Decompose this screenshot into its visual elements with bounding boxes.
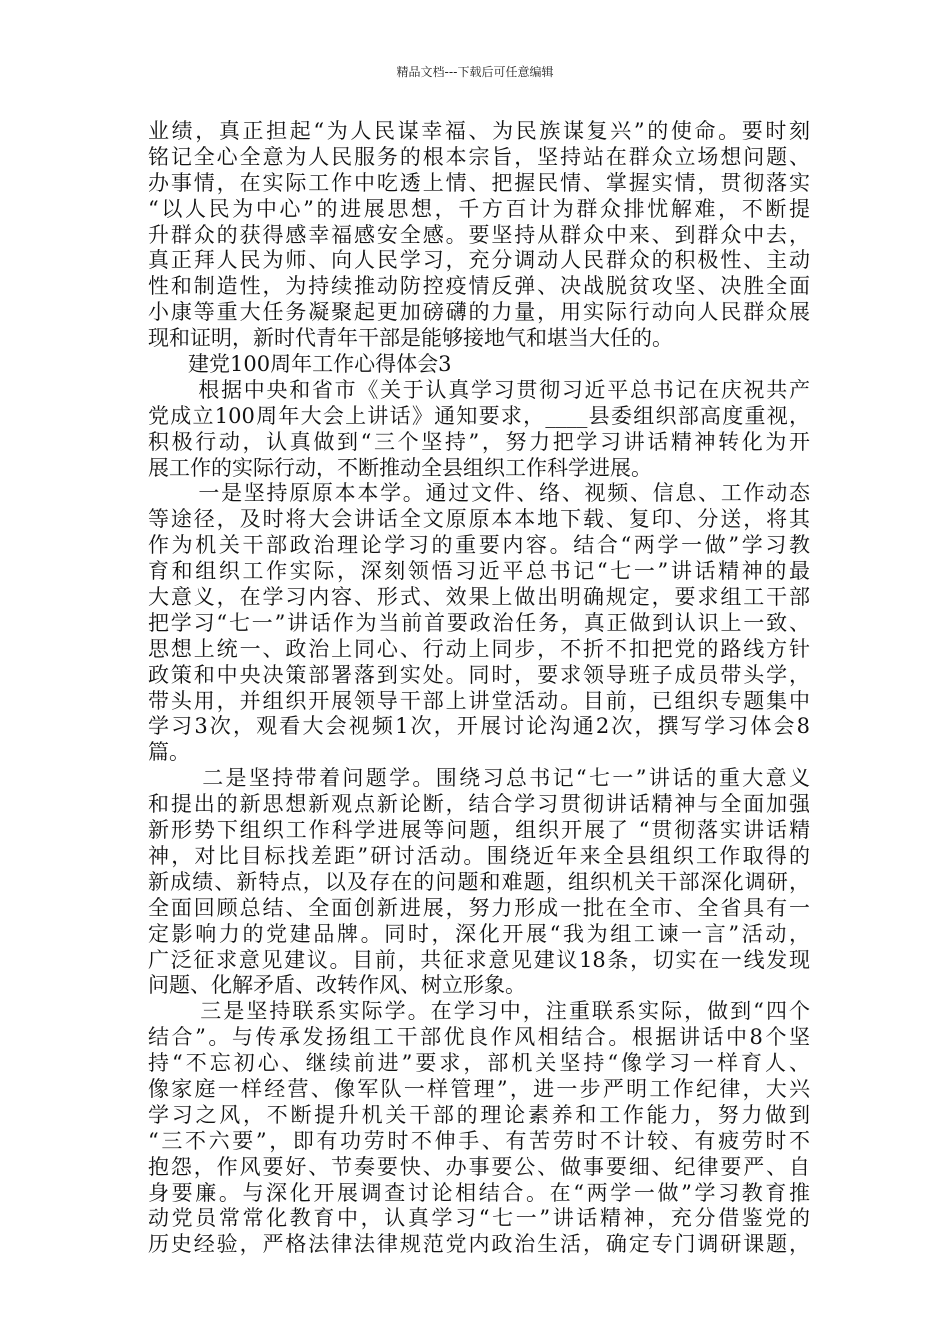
text-line: 全面回顾总结、全面创新进展，努力形成一批在全市、全省具有一	[148, 895, 810, 920]
text-line: 定影响力的党建品牌。同时，深化开展“我为组工谏一言”活动，	[148, 921, 810, 946]
text-line: 身要廉。与深化开展调查讨论相结合。在“两学一做”学习教育推	[148, 1180, 810, 1205]
text-line: 把学习“七一”讲话作为当前首要政治任务，真正做到认识上一致、	[148, 610, 810, 635]
text-line: 像家庭一样经营、像军队一样管理”，进一步严明工作纪律，大兴	[148, 1076, 810, 1101]
text-line: 积极行动，认真做到“三个坚持”，努力把学习讲话精神转化为开	[148, 429, 810, 454]
text-line: 小康等重大任务凝聚起更加磅礴的力量，用实际行动向人民群众展	[148, 300, 810, 325]
text-line: 二是坚持带着问题学。围绕习总书记“七一”讲话的重大意义	[148, 766, 810, 791]
text-line: 学习3次，观看大会视频1次，开展讨论沟通2次，撰写学习体会8	[148, 714, 810, 739]
text-line: “三不六要”，即有功劳时不伸手、有苦劳时不计较、有疲劳时不	[148, 1128, 810, 1153]
text-line: “以人民为中心”的进展思想，千方百计为群众排忧解难，不断提	[148, 196, 810, 221]
text-line: 铭记全心全意为人民服务的根本宗旨，坚持站在群众立场想问题、	[148, 144, 810, 169]
text-line: 思想上统一、政治上同心、行动上同步，不折不扣把党的路线方针	[148, 636, 810, 661]
document-body	[148, 119, 810, 1258]
text-line: 结合”。与传承发扬组工干部优良作风相结合。根据讲话中8个坚	[148, 1025, 810, 1050]
text-line: 持“不忘初心、继续前进”要求，部机关坚持“像学习一样育人、	[148, 1051, 810, 1076]
text-line: 展工作的实际行动，不断推动全县组织工作科学进展。	[148, 455, 652, 480]
text-line: 真正拜人民为师、向人民学习，充分调动人民群众的积极性、主动	[148, 248, 810, 273]
text-line: 性和制造性，为持续推动防控疫情反弹、决战脱贫攻坚、决胜全面	[148, 274, 810, 299]
text-line: 学习之风，不断提升机关干部的理论素养和工作能力，努力做到	[148, 1102, 810, 1127]
text-line: 篇。	[148, 740, 190, 765]
text-line: 建党100周年工作心得体会3	[148, 352, 452, 377]
text-line: 广泛征求意见建议。目前，共征求意见建议18条，切实在一线发现	[148, 947, 810, 972]
text-line: 三是坚持联系实际学。在学习中，注重联系实际，做到“四个	[148, 999, 810, 1024]
text-line: 现和证明，新时代青年干部是能够接地气和堪当大任的。	[148, 326, 673, 351]
text-line: 动党员常常化教育中，认真学习“七一”讲话精神，充分借鉴党的	[148, 1206, 810, 1231]
text-line: 带头用，并组织开展领导干部上讲堂活动。目前，已组织专题集中	[148, 688, 810, 713]
text-line: 等途径，及时将大会讲话全文原原本本地下载、复印、分送，将其	[148, 507, 810, 532]
text-line: 升群众的获得感幸福感安全感。要坚持从群众中来、到群众中去，	[148, 222, 810, 247]
text-line: 作为机关干部政治理论学习的重要内容。结合“两学一做”学习教	[148, 533, 810, 558]
text-line: 神，对比目标找差距”研讨活动。围绕近年来全县组织工作取得的	[148, 843, 810, 868]
text-line: 历史经验，严格法律法律规范党内政治生活，确定专门调研课题，	[148, 1232, 810, 1257]
text-line: 党成立100周年大会上讲话》通知要求，____县委组织部高度重视，	[148, 403, 810, 428]
page-header: 精品文档---下载后可任意编辑	[396, 65, 554, 79]
text-line: 新形势下组织工作科学进展等问题，组织开展了 “贯彻落实讲话精	[148, 818, 810, 843]
text-line: 大意义，在学习内容、形式、效果上做出明确规定，要求组工干部	[148, 585, 810, 610]
text-line: 政策和中央决策部署落到实处。同时，要求领导班子成员带头学，	[148, 662, 810, 687]
text-line: 一是坚持原原本本学。通过文件、络、视频、信息、工作动态	[148, 481, 810, 506]
text-line: 抱怨，作风要好、节奏要快、办事要公、做事要细、纪律要严、自	[148, 1154, 810, 1179]
text-line: 和提出的新思想新观点新论断，结合学习贯彻讲话精神与全面加强	[148, 792, 810, 817]
text-line: 问题、化解矛盾、改转作风、树立形象。	[148, 973, 526, 998]
text-line: 根据中央和省市《关于认真学习贯彻习近平总书记在庆祝共产	[148, 377, 810, 402]
text-line: 新成绩、新特点，以及存在的问题和难题，组织机关干部深化调研，	[148, 869, 810, 894]
text-line: 育和组织工作实际，深刻领悟习近平总书记“七一”讲话精神的最	[148, 559, 810, 584]
text-line: 业绩，真正担起“为人民谋幸福、为民族谋复兴”的使命。要时刻	[148, 119, 810, 143]
text-line: 办事情，在实际工作中吃透上情、把握民情、掌握实情，贯彻落实	[148, 170, 810, 195]
